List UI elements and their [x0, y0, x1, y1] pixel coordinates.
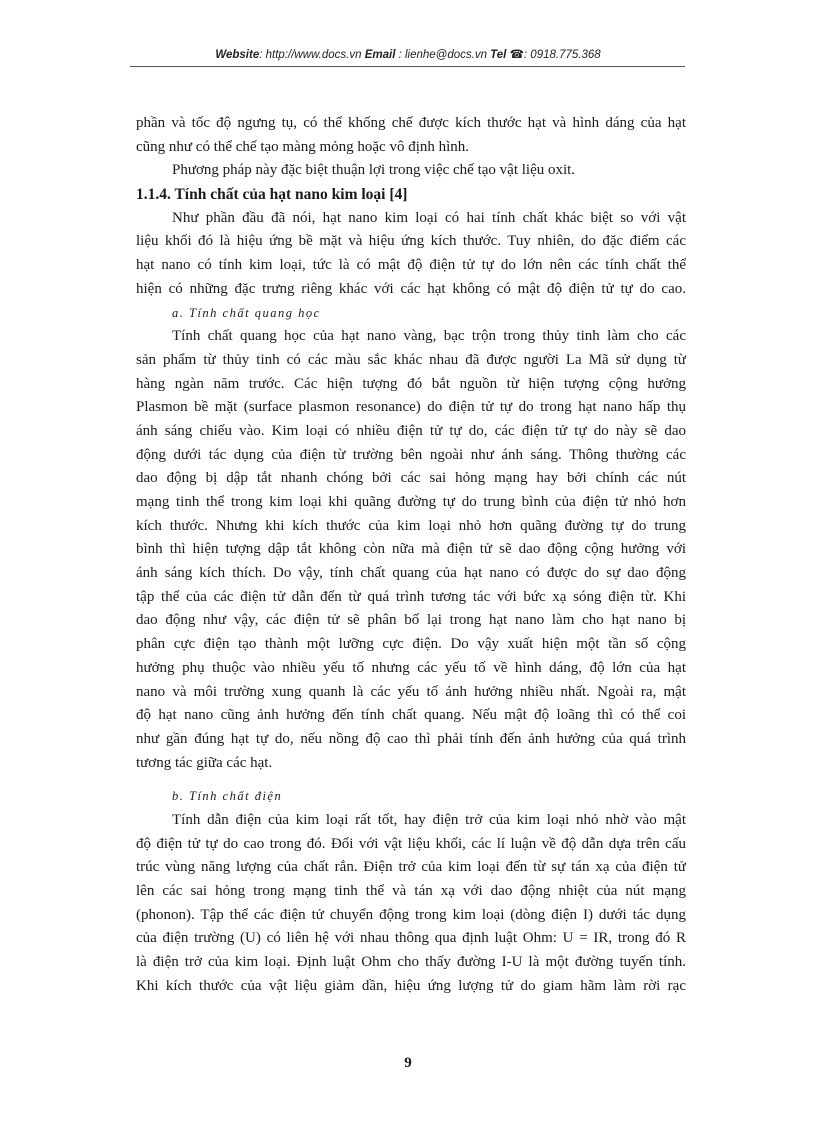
text-line: cũng như có thể chế tạo màng mỏng hoặc vô định hình. [136, 138, 470, 155]
section-heading: 1.1.4. Tính chất của hạt nano kim loại [4] [136, 186, 408, 204]
text-line: Khi kích thước của vật liệu giảm dần, hiệu ứng lượng tử do giam hãm làm rời rạc [136, 977, 686, 994]
phone-icon: ☎ [509, 49, 524, 61]
text-line: hạt nano có tính kim loại, tức là có mật độ điện tử tự do lớn nên các tính chất thể [136, 257, 686, 274]
text-line: lên các sai hỏng trong mạng tinh thể và tán xạ với dao động nhiệt của nút mạng [136, 883, 686, 899]
text-line: bình thì hiện tượng dập tắt không còn nữa mà điện tử sẽ dao động cộng hưởng với [136, 541, 686, 558]
text-line: dao động bị dập tắt nhanh chóng bởi các sai hỏng mạng hay bởi chính các nút [136, 470, 686, 487]
text-line: ánh sáng kích thích. Do vậy, tính chất quang của hạt nano có được do sự dao động [136, 565, 686, 582]
text-line: tập thể của các điện tử dẫn đến từ quá trình tương tác với bức xạ sóng điện từ. Khi [136, 588, 686, 605]
text-line: trúc vùng năng lượng của chất rắn. Điện trở của kim loại đến từ sự tán xạ của điện tử [136, 859, 686, 876]
text-line: hàng ngàn năm trước. Các hiện tượng đó bắt nguồn từ hiện tượng cộng hưởng [136, 375, 686, 392]
text-line: sản phẩm từ thủy tinh có các màu sắc khác nhau đã được người La Mã sử dụng từ [136, 351, 686, 368]
text-line: dao động như vậy, các điện tử sẽ phân bố lại trong hạt nano làm cho hạt nano bị [136, 612, 686, 629]
text-line: phân cực điện tạo thành một lưỡng cực điện. Do vậy xuất hiện một tần số cộng [136, 636, 686, 653]
subsection-heading-optical: a. Tính chất quang học [172, 305, 321, 320]
text-line: phần và tốc độ ngưng tụ, có thể khống chế được kích thước hạt và hình dáng của hạt [136, 115, 686, 131]
text-line: Như phần đầu đã nói, hạt nano kim loại có hai tính chất khác biệt so với vật [172, 209, 686, 226]
text-line: của điện trường (U) có liên hệ với nhau thông qua định luật Ohm: U = IR, trong đó R [136, 930, 686, 947]
website-link[interactable]: : http://www.docs.vn [259, 49, 365, 61]
header-divider [130, 66, 685, 67]
subsection-heading-electrical: b. Tính chất điện [172, 789, 283, 804]
text-line: kích thước. Nhưng khi kích thước của kim loại nhỏ hơn quãng đường tự do trung [136, 517, 686, 534]
text-line: Tính dẫn điện của kim loại rất tốt, hay điện trở của kim loại nhỏ nhờ vào mật [172, 811, 686, 828]
body-text [136, 112, 686, 998]
text-line: mạng tinh thể trong kim loại khi quãng đường tự do trung bình của điện tử nhỏ hơn [136, 494, 686, 510]
text-line: là điện trở của kim loại. Định luật Ohm cho thấy đường I-U là một đường tuyến tính. [136, 954, 686, 971]
text-line: Phương pháp này đặc biệt thuận lợi trong việc chế tạo vật liệu oxit. [172, 162, 576, 179]
text-line: ánh sáng chiếu vào. Kim loại có nhiều điện tử tự do, các điện tử tự do này sẽ dao [136, 422, 686, 439]
text-line: như gần đúng hạt tự do, nếu nồng độ cao thì phải tính đến ảnh hưởng của quá trình [136, 730, 686, 747]
email-link[interactable]: : lienhe@docs.vn [395, 49, 491, 61]
page-number: 9 [404, 1055, 412, 1071]
phone-number: : 0918.775.368 [523, 49, 601, 61]
text-line: Plasmon bề mặt (surface plasmon resonance) do điện tử tự do trong hạt nano hấp thụ [136, 399, 686, 416]
text-line: độ hạt nano cũng ảnh hưởng đến tính chất quang. Nếu mật độ loãng thì có thể coi [136, 707, 686, 724]
website-label: Website [215, 49, 260, 61]
text-line: Tính chất quang học của hạt nano vàng, bạc trộn trong thủy tinh làm cho các [172, 328, 686, 345]
email-label: Email [364, 49, 396, 61]
text-line: hưởng phụ thuộc vào nhiều yếu tố nhưng các yếu tố về hình dáng, độ lớn của hạt [136, 659, 686, 676]
tel-label: Tel [490, 49, 507, 61]
text-line: (phonon). Tập thể các điện tử chuyển động trong kim loại (dòng điện I) dưới tác dụng [136, 906, 686, 923]
paragraph-gap [136, 775, 686, 785]
text-line: động dưới tác dụng của điện từ trường bên ngoài như ánh sáng. Thông thường các [136, 446, 686, 463]
text-line: liệu khối đó là hiệu ứng bề mặt và hiệu ứng kích thước. Tuy nhiên, do đặc điểm các [136, 233, 686, 250]
text-line: độ điện tử tự do cao trong đó. Đối với vật liệu khối, các lí luận về độ dẫn dựa trên cấu [136, 835, 686, 852]
text-line: tương tác giữa các hạt. [136, 754, 273, 771]
text-line: hiện có những đặc trưng riêng khác với các hạt không có mật độ điện tử tự do cao. [136, 280, 686, 297]
text-line: nano và môi trường xung quanh là các yếu tố ảnh hưởng nhiều nhất. Ngoài ra, mật [136, 683, 686, 700]
page-header [0, 47, 816, 63]
